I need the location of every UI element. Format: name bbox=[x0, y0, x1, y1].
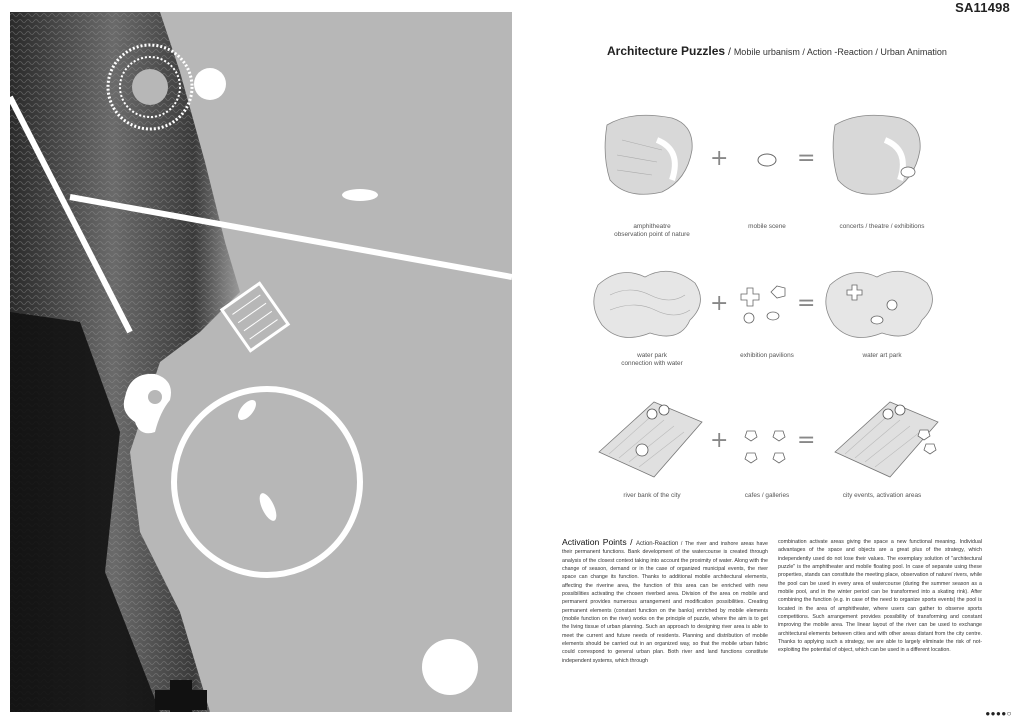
amphitheatre-diagram bbox=[602, 110, 702, 200]
title-subtitle: Mobile urbanism / Action -Reaction / Urban Animation bbox=[733, 47, 947, 57]
equals-operator: = bbox=[797, 428, 816, 453]
circle-marker bbox=[422, 639, 478, 695]
water-art-park-diagram bbox=[822, 265, 942, 345]
caption: exhibition pavilions bbox=[740, 352, 794, 359]
concerts-diagram bbox=[830, 110, 930, 200]
activation-subtitle: Action-Reaction bbox=[635, 541, 679, 547]
water-park-diagram bbox=[590, 265, 710, 345]
river-bank-diagram bbox=[594, 392, 706, 482]
equals-operator: = bbox=[797, 146, 816, 171]
collage-illustration bbox=[10, 12, 512, 712]
activation-body-col1: / The river and inshore areas have their permanent functions. Bank development of the watercourse is created through analysis of the closest context taking into account the proximity of water. Along with the change of season, demand or in the case of organized municipal events, the river space can change its function. Thanks to additional mobile architectural elements, affecting the riverine area, the function of this area can be enriched with new possibilities activating the chosen riverbed area. Division of the area on mobile and permanent provides numerous arrangement and modification possibilities. Creating permanent elements (constant function on the banks) enriched by mobile elements (mobile function on the river) works on the principle of puzzle, where the aim is to get the living tissue of urban planning. Such an approach to designing river area is able to meet the current and future needs of residents. Planning and distribution of mobile elements should be carried out in an organized way, so that the mobile urban fabric could correspond to general urban plan. Both river and land functions constitute independent systems, which through bbox=[562, 541, 768, 664]
city-events-diagram bbox=[830, 392, 942, 482]
right-panel bbox=[512, 0, 1024, 724]
circle-marker bbox=[194, 68, 226, 100]
caption: city events, activation areas bbox=[842, 492, 922, 499]
caption: concerts / theatre / exhibitions bbox=[839, 223, 925, 230]
activation-text-col1: Activation Points / Action-Reaction / The river and inshore areas have their permanent functions. Bank development of the watercourse is created through analysis of the closest context taking into account the proximity of water. Along with the change of season, demand or in the case of organized municipal events, the river space can change its function. Thanks to additional mobile architectural elements, affecting the riverine area, the function of this area can be enriched with new possibilities activating the chosen riverbed area. Division of the area on mobile and permanent provides numerous arrangement and modification possibilities. Creating permanent elements (constant function on the banks) enriched by mobile elements (mobile function on the river) works on the principle of puzzle, where the aim is to get the living tissue of urban planning. Such an approach to designing river area is able to meet the current and future needs of residents. Planning and distribution of mobile elements should be carried out in an organized way, so that the mobile urban fabric could correspond to general urban plan. Both river and land functions constitute independent systems, which through bbox=[562, 537, 768, 664]
caption: water park connection with water bbox=[621, 352, 683, 367]
mobile-scene-diagram bbox=[752, 152, 782, 168]
caption: amphitheatre observation point of nature bbox=[614, 223, 690, 238]
plus-operator: + bbox=[710, 146, 729, 171]
caption: mobile scene bbox=[748, 223, 786, 230]
activation-title: Activation Points bbox=[562, 537, 627, 547]
activation-text-col2: combination activate areas giving the space a new functional meaning. Individual advantages of the space and objects are a great plus of the strategy, which independently used do not lose their values. The exemplary solution of "architectural puzzle" is the amphitheater and mobile floating pool. In case of separate using these properties, stands can constitute the meeting place, observation of nature/ rivers, while the pool can be used in every area of watercourse (during the summer season as a mobile pool, and in the winter period can be transformed into a skating rink). After combining the function (e.g. in case of the need to organize sports events) the pool is located in the area of amphitheater, where users can gather to observe sports competitions. Such arrangement provides possibility of transforming and constant improving the mobile area. The linear layout of the river can be used to exchange architectural elements between cities and with other areas distant from the city centre. Thanks to applying such a strategy, we are able to largely eliminate the risk of not-exploiting the potential of object, which can be used in a different location. bbox=[778, 539, 982, 654]
page-title bbox=[607, 44, 947, 58]
boat-icon bbox=[342, 189, 378, 201]
cafes-galleries-diagram bbox=[737, 425, 797, 470]
caption: river bank of the city bbox=[623, 492, 681, 499]
site-collage-image bbox=[10, 12, 512, 712]
plus-operator: + bbox=[710, 428, 729, 453]
caption: water art park bbox=[862, 352, 902, 359]
exhibition-pavilions-diagram bbox=[737, 280, 797, 330]
page-indicator: ●●●●○ bbox=[985, 709, 1012, 718]
equals-operator: = bbox=[797, 291, 816, 316]
title-separator: / bbox=[725, 46, 734, 58]
plus-operator: + bbox=[710, 291, 729, 316]
title-main: Architecture Puzzles bbox=[607, 44, 726, 58]
caption: cafes / galleries bbox=[744, 492, 790, 499]
sheet-id: SA11498 bbox=[955, 0, 1010, 15]
